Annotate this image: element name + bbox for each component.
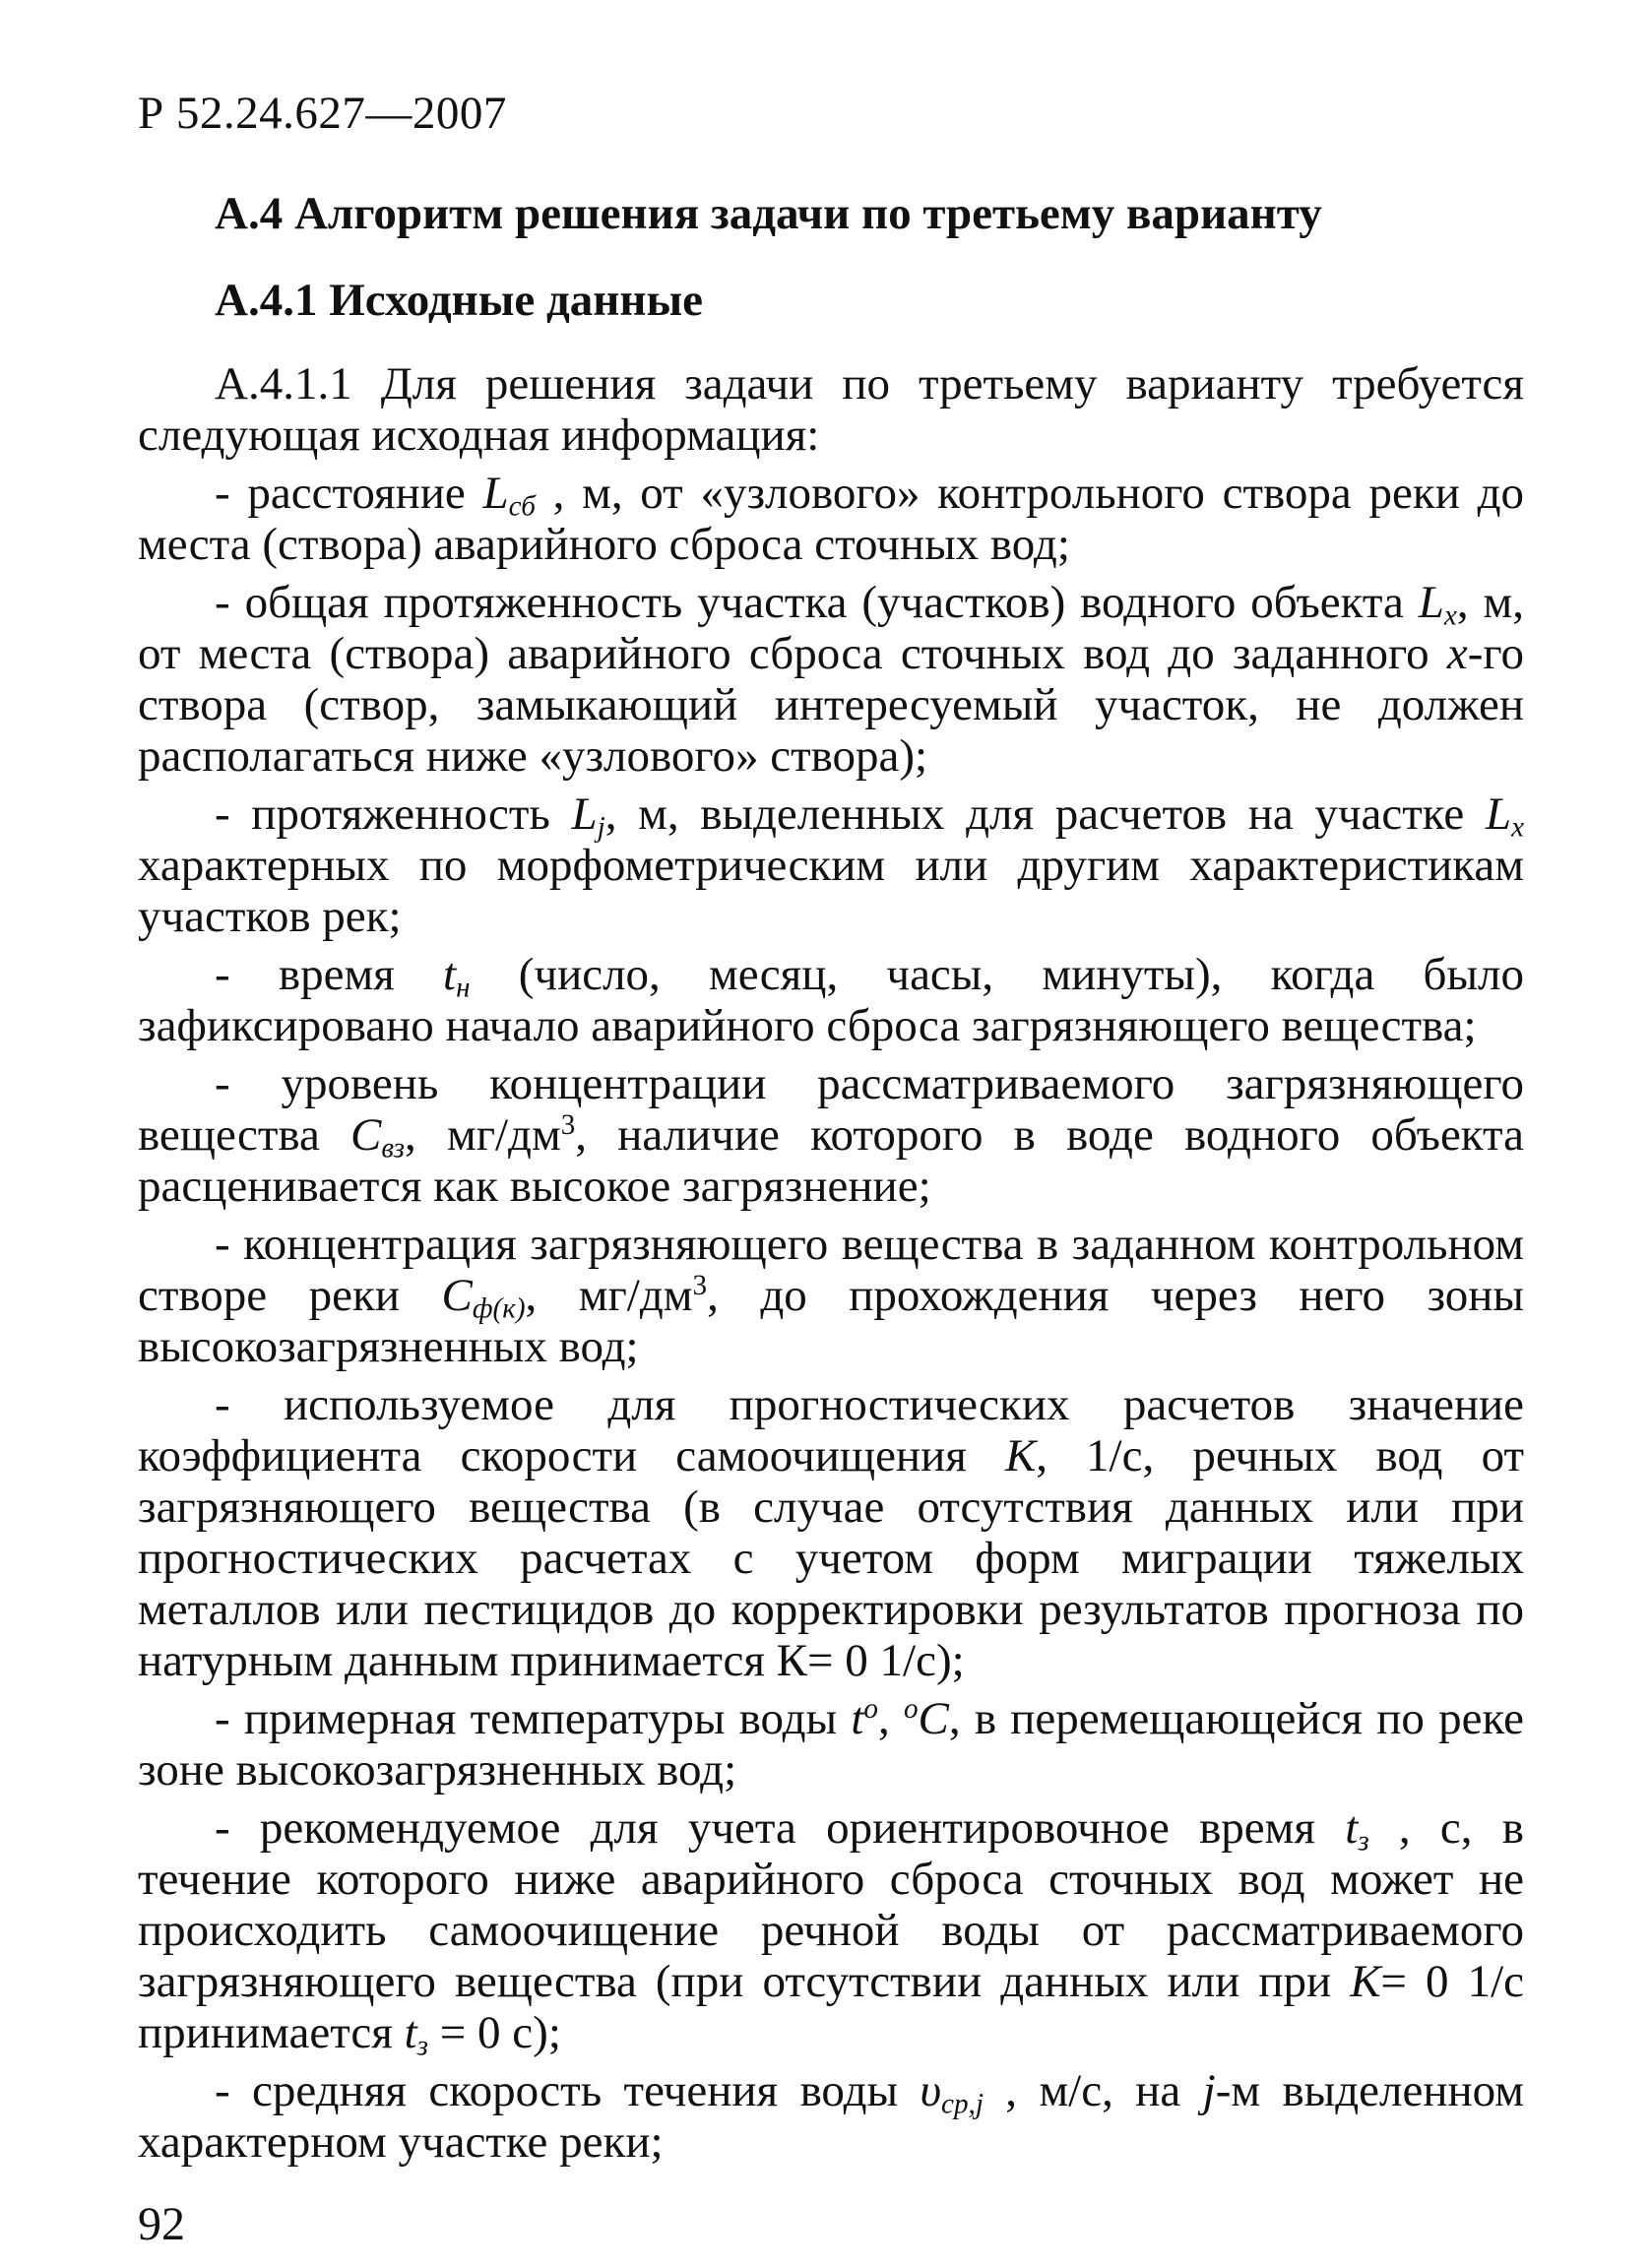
item-temperature: - примерная температуры воды $t^o$, $^o$C, в перемещающейся по реке зоне высокозагрязненных вод;	[138, 1692, 1525, 1796]
subsection-title: А.4.1 Исходные данные	[215, 275, 704, 326]
page-number: 92	[138, 2198, 185, 2250]
section-title: А.4 Алгоритм решения задачи по третьему варианту	[215, 188, 1322, 239]
intro-paragraph: А.4.1.1 Для решения задачи по третьему варианту требуется следующая исходная информация:	[138, 358, 1524, 461]
document-body	[138, 358, 1524, 2174]
item-distance-lsb: - расстояние $L_{сб}$ , м, от «узлового» контрольного створа реки до места (створа) аварийного сброса сточных вод;	[138, 468, 1525, 570]
item-time-tz: - рекомендуемое для учета ориентировочное время $t_з$ , с, в течение которого ниже аварийного сброса сточных вод может не происходить самоочищение речной воды от рассматриваемого загрязняющего вещества (при отсутствии данных или при К= 0 1/с принимается $t_з = 0$ с);	[138, 1802, 1524, 2062]
item-velocity-vcp: - средняя скорость течения воды $\upsilon_{ср,j}$ , м/с, на j-м выделенном характерном участке реки;	[138, 2065, 1524, 2168]
item-time-tn: - время $t_н$ (число, месяц, часы, минуты), когда было зафиксировано начало аварийного сброса загрязняющего вещества;	[138, 949, 1524, 1051]
item-concentration-cvz: - уровень концентрации рассматриваемого загрязняющего вещества $С_{вз}$, $мг/дм^3$, наличие которого в воде водного объекта расценивается как высокое загрязнение;	[138, 1058, 1524, 1212]
item-length-lj: - протяженность $L_j$, м, выделенных для расчетов на участке $L_x$ характерных по морфометрическим или другим характеристикам участков рек;	[138, 788, 1524, 942]
item-length-lx: - общая протяженность участка (участков) водного объекта $L_x$, м, от места (створа) аварийного сброса сточных вод до заданного x-го створа (створ, замыкающий интересуемый участок, не должен располагаться ниже «узлового» створа);	[138, 577, 1525, 782]
document-code: Р 52.24.627—2007	[138, 88, 507, 139]
item-coefficient-k: - используемое для прогностических расчетов значение коэффициента скорости самоочищения К, 1/с, речных вод от загрязняющего вещества (в случае отсутствия данных или при прогностических расчетах с учетом форм миграции тяжелых металлов или пестицидов до корректировки результатов прогноза по натурным данным принимается К= 0 1/с);	[138, 1379, 1524, 1686]
item-concentration-cf: - концентрация загрязняющего вещества в заданном контрольном створе реки $С_{ф(к)}$, $мг/дм^3$, до прохождения через него зоны высокозагрязненных вод;	[138, 1219, 1525, 1372]
